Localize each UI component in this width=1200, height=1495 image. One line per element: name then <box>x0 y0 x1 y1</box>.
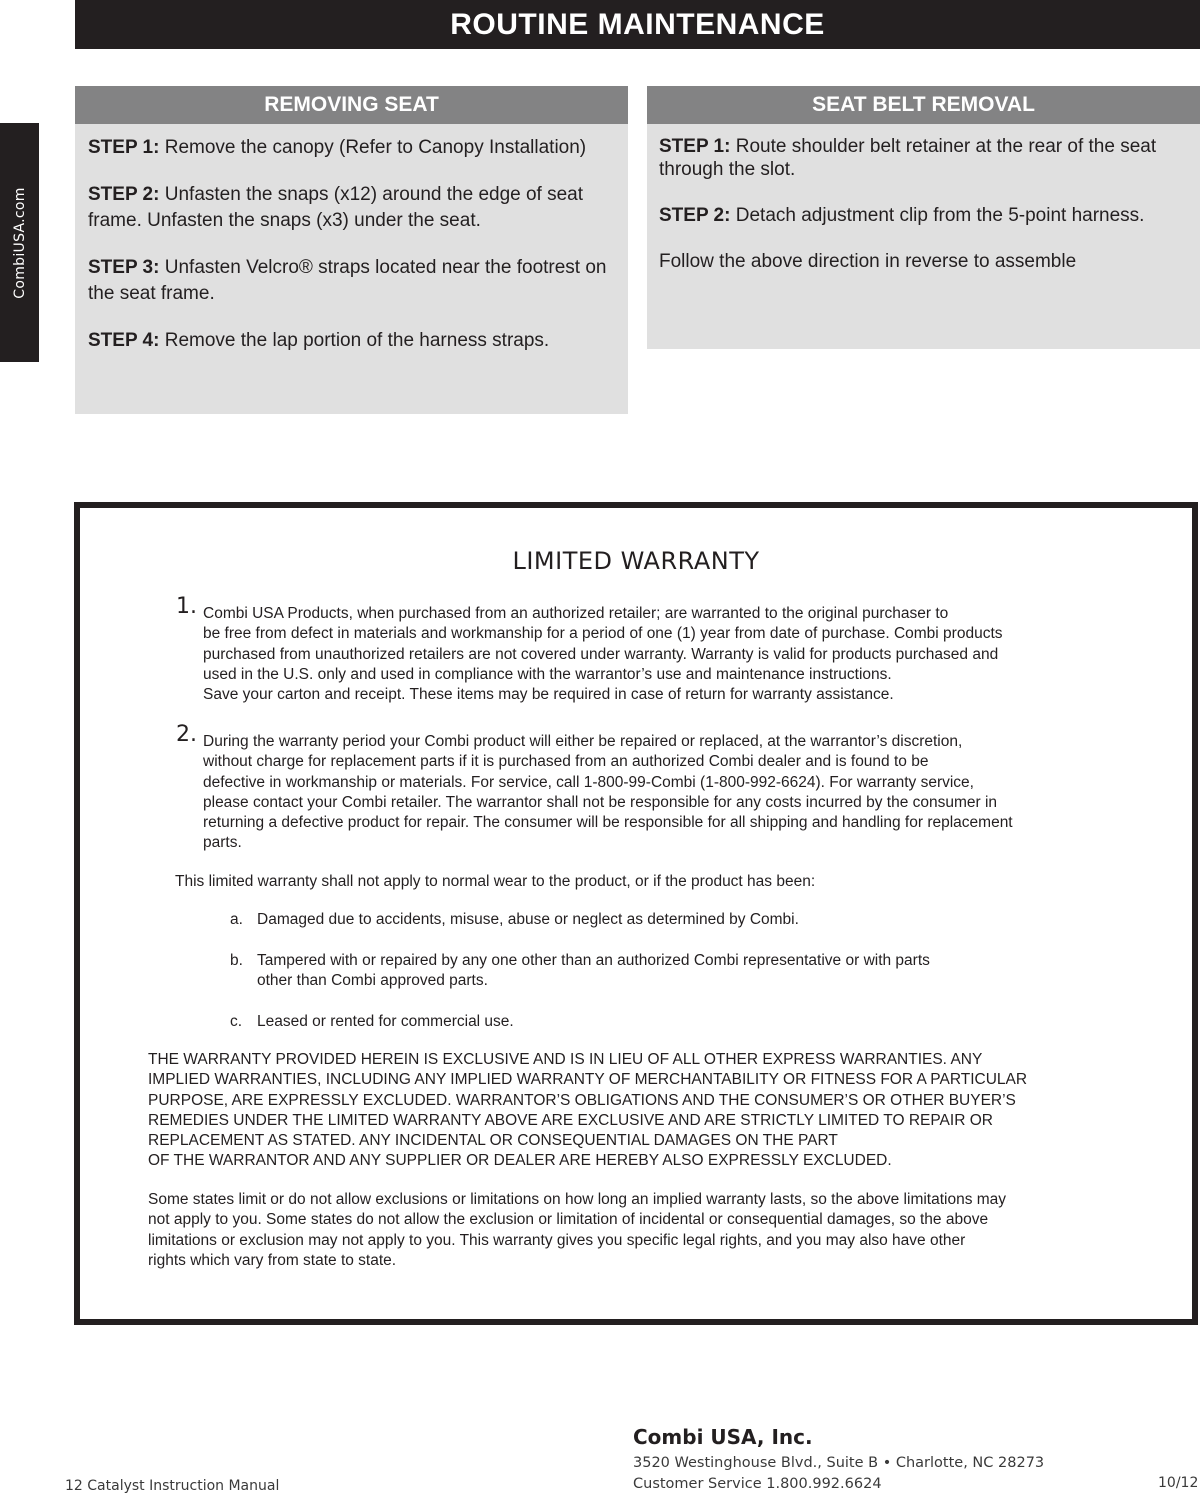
removing-seat-step-4 <box>88 328 616 354</box>
footer-address: 3520 Westinghouse Blvd., Suite B • Charlotte, NC 28273 <box>633 1455 1045 1471</box>
disclaimer-line: OF THE WARRANTOR AND ANY SUPPLIER OR DEALER ARE HEREBY ALSO EXPRESSLY EXCLUDED. <box>148 1152 892 1170</box>
warranty-line: defective in workmanship or materials. For service, call 1-800-99-Combi (1-800-992-6624). For warranty service, <box>203 773 974 791</box>
exclusion-line: Tampered with or repaired by any one other than an authorized Combi representative or with parts <box>257 952 930 969</box>
side-tab-label: CombiUSA.com <box>11 186 28 299</box>
removing-seat-step-2 <box>88 182 616 234</box>
warranty-line: Save your carton and receipt. These items may be required in case of return for warranty assistance. <box>203 686 894 704</box>
footer-company: Combi USA, Inc. <box>633 1425 813 1449</box>
warranty-disclaimer <box>148 1050 1198 1172</box>
seat-belt-step-1 <box>659 135 1188 181</box>
states-line: not apply to you. Some states do not allow the exclusion or limitation of incidental or consequential damages, so the above <box>148 1211 989 1229</box>
seat-belt-removal-panel <box>647 86 1200 349</box>
step-text: Route shoulder belt retainer at the rear of the seat through the slot. <box>659 136 1157 180</box>
disclaimer-line: THE WARRANTY PROVIDED HEREIN IS EXCLUSIVE AND IS IN LIEU OF ALL OTHER EXPRESS WARRANTIES. ANY <box>148 1051 983 1068</box>
warranty-line: parts. <box>203 834 242 852</box>
step-label: STEP 1: <box>659 136 731 157</box>
warranty-title: LIMITED WARRANTY <box>512 547 760 575</box>
disclaimer-line: IMPLIED WARRANTIES, INCLUDING ANY IMPLIED WARRANTY OF MERCHANTABILITY OR FITNESS FOR A PARTICULAR <box>148 1071 1028 1089</box>
seat-belt-note: Follow the above direction in reverse to assemble <box>659 251 1077 272</box>
footer-page-label: 12 Catalyst Instruction Manual <box>65 1478 280 1494</box>
disclaimer-line: REPLACEMENT AS STATED. ANY INCIDENTAL OR CONSEQUENTIAL DAMAGES ON THE PART <box>148 1132 838 1150</box>
removing-seat-heading: REMOVING SEAT <box>75 86 628 124</box>
step-text: Remove the canopy (Refer to Canopy Installation) <box>159 137 587 158</box>
side-tab <box>0 123 39 362</box>
warranty-item-2 <box>176 722 1176 854</box>
step-text: Unfasten the snaps (x12) around the edge of seat frame. Unfasten the snaps (x3) under the seat. <box>88 184 584 231</box>
warranty-line: returning a defective product for repair. The consumer will be responsible for all shipping and handling for replacement <box>203 814 1013 832</box>
footer-contact <box>633 1453 1044 1495</box>
item-number: 1. <box>176 594 197 619</box>
exclusion-line: other than Combi approved parts. <box>257 972 488 990</box>
exclusion-intro: This limited warranty shall not apply to normal wear to the product, or if the product has been: <box>175 873 816 890</box>
warranty-line: During the warranty period your Combi product will either be repaired or replaced, at the warrantor’s discretion, <box>203 733 963 750</box>
exclusion-line: Damaged due to accidents, misuse, abuse or neglect as determined by Combi. <box>257 911 799 928</box>
step-text: Detach adjustment clip from the 5-point harness. <box>730 205 1145 226</box>
warranty-line: without charge for replacement parts if it is purchased from an authorized Combi dealer and is found to be <box>203 753 929 771</box>
removing-seat-step-3 <box>88 255 616 307</box>
step-text: Unfasten Velcro® straps located near the footrest on the seat frame. <box>88 257 607 304</box>
warranty-line: purchased from unauthorized retailers are not covered under warranty. Warranty is valid for products purchased and <box>203 645 999 663</box>
warranty-states-notice <box>148 1190 1198 1271</box>
warranty-line: Combi USA Products, when purchased from an authorized retailer; are warranted to the original purchaser to <box>203 605 949 622</box>
exclusion-line: Leased or rented for commercial use. <box>257 1013 514 1030</box>
footer-customer-service: Customer Service 1.800.992.6624 <box>633 1476 882 1492</box>
step-label: STEP 1: <box>88 137 160 158</box>
warranty-line: used in the U.S. only and used in compliance with the warrantor’s use and maintenance instructions. <box>203 665 892 683</box>
exclusion-letter: c. <box>230 1013 243 1030</box>
seat-belt-step-2 <box>659 204 1188 227</box>
warranty-line: be free from defect in materials and workmanship for a period of one (1) year from date of purchase. Combi products <box>203 625 1003 643</box>
states-line: Some states limit or do not allow exclusions or limitations on how long an implied warranty lasts, so the above limitations may <box>148 1191 1007 1208</box>
states-line: rights which vary from state to state. <box>148 1251 397 1269</box>
exclusion-b <box>230 951 1130 992</box>
states-line: limitations or exclusion may not apply to you. This warranty gives you specific legal rights, and you may also have other <box>148 1231 966 1249</box>
page-title: ROUTINE MAINTENANCE <box>75 0 1200 49</box>
footer-date: 10/12 <box>1158 1475 1199 1491</box>
seat-belt-removal-heading: SEAT BELT REMOVAL <box>647 86 1200 124</box>
step-text: Remove the lap portion of the harness straps. <box>159 330 550 351</box>
exclusion-letter: a. <box>230 911 243 928</box>
step-label: STEP 2: <box>88 184 160 205</box>
item-number: 2. <box>176 722 197 747</box>
exclusion-a <box>230 910 1130 930</box>
disclaimer-line: PURPOSE, ARE EXPRESSLY EXCLUDED. WARRANTOR’S OBLIGATIONS AND THE CONSUMER’S OR OTHER BUYER’S <box>148 1091 1016 1109</box>
step-label: STEP 2: <box>659 205 731 226</box>
warranty-line: please contact your Combi retailer. The warrantor shall not be responsible for any costs incurred by the consumer in <box>203 793 998 811</box>
warranty-item-1 <box>176 594 1176 705</box>
removing-seat-step-1 <box>88 135 616 161</box>
step-label: STEP 4: <box>88 330 160 351</box>
seat-belt-removal-steps <box>647 124 1200 273</box>
removing-seat-panel <box>75 86 628 414</box>
disclaimer-line: REMEDIES UNDER THE LIMITED WARRANTY ABOVE ARE EXCLUSIVE AND ARE STRICTLY LIMITED TO REPAIR OR <box>148 1111 993 1129</box>
exclusion-c <box>230 1012 1130 1032</box>
step-label: STEP 3: <box>88 257 160 278</box>
removing-seat-steps <box>75 124 628 354</box>
exclusion-letter: b. <box>230 952 243 969</box>
limited-warranty-box <box>74 502 1198 1325</box>
